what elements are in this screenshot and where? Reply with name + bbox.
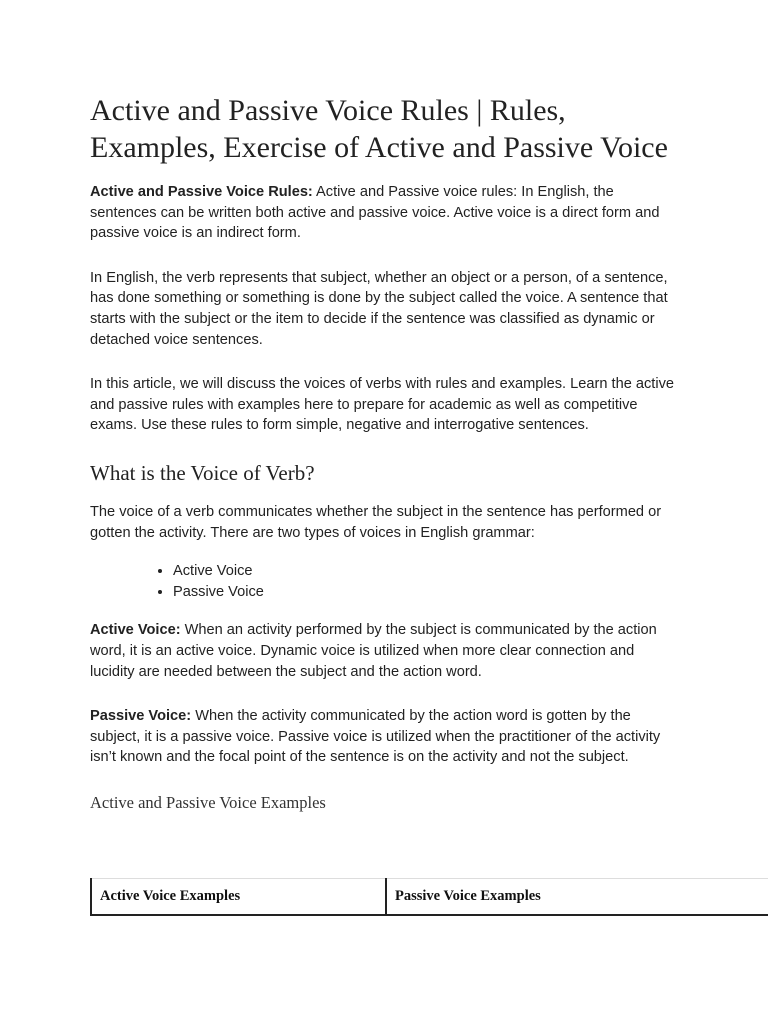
table-header-row <box>91 879 768 916</box>
passive-voice-label: Passive Voice: <box>90 708 192 725</box>
intro-label: Active and Passive Voice Rules: <box>90 184 313 200</box>
list-item: • Active Voice <box>173 561 680 582</box>
examples-heading: Active and Passive Voice Examples <box>90 792 326 812</box>
examples-table <box>90 878 768 916</box>
passive-voice-definition <box>90 706 680 768</box>
page-title: Active and Passive Voice Rules | Rules, Examples, Exercise of Active and Passive Voice <box>90 94 668 164</box>
document-page <box>90 92 680 827</box>
intro-text: Active and Passive voice rules: In English, the sentences can be written both active and passive voice. Active voice is a direct form and passive voice is an indirect form. <box>90 184 660 242</box>
table-header-passive: Passive Voice Examples <box>386 879 768 916</box>
article-purpose-paragraph: In this article, we will discuss the voices of verbs with rules and examples. Learn the active and passive rules with examples here to prepare for academic as well as competitive exams. Use these rules to form simple, negative and interrogative sentences. <box>90 376 675 434</box>
active-voice-text: When an activity performed by the subject is communicated by the action word, it is an active voice. Dynamic voice is utilized when more clear connection and lucidity are needed between the subject and the action word. <box>90 622 657 680</box>
passive-voice-text: When the activity communicated by the action word is gotten by the subject, it is a passive voice. Passive voice is utilized when the practitioner of the activity isn’t known and the focal point of the sentence is on the activity and not the subject. <box>90 708 661 766</box>
table-header-active: Active Voice Examples <box>91 879 386 916</box>
section-paragraph: The voice of a verb communicates whether the subject in the sentence has performed or gotten the activity. There are two types of voices in English grammar: <box>90 503 662 541</box>
intro-paragraph <box>90 182 680 244</box>
list-item: • Passive Voice <box>173 582 680 603</box>
active-voice-label: Active Voice: <box>90 622 181 639</box>
section-heading: What is the Voice of Verb? <box>90 460 315 485</box>
voice-types-list <box>90 561 680 602</box>
active-voice-definition <box>90 620 680 682</box>
verb-voice-paragraph: In English, the verb represents that subject, whether an object or a person, of a sentence, has done something or something is done by the subject called the voice. A sentence that starts with the subject or the item to decide if the sentence was classified as dynamic or detached voice sentences. <box>90 269 668 348</box>
